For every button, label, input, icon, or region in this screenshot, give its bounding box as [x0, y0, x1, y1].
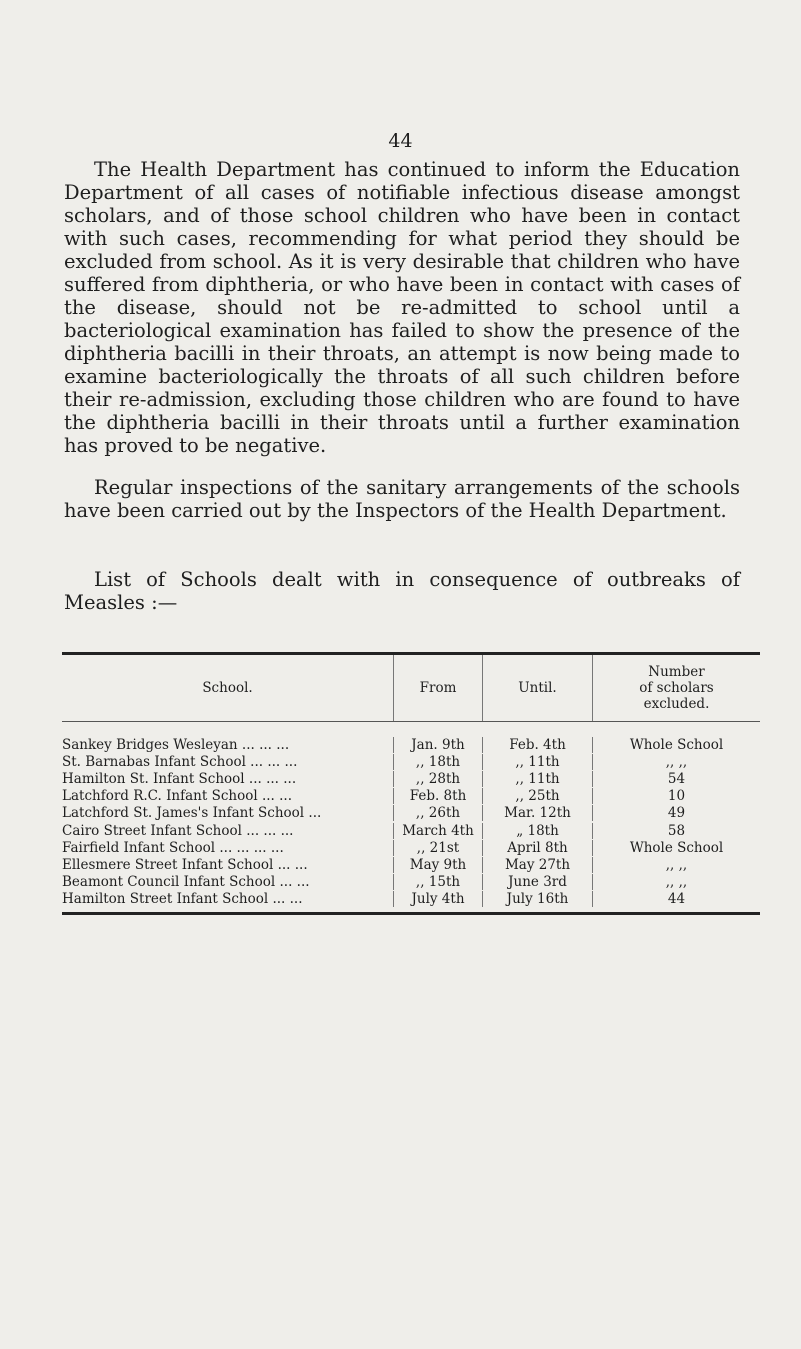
- cell-school: Latchford R.C. Infant School ... ...: [62, 788, 394, 804]
- cell-until: „ 18th: [483, 823, 593, 839]
- cell-from: ,, 28th: [394, 771, 483, 787]
- table-row: [62, 788, 760, 805]
- cell-from: May 9th: [394, 857, 483, 873]
- cell-school: Hamilton Street Infant School ... ...: [62, 891, 394, 907]
- cell-from: July 4th: [394, 891, 483, 907]
- table-bottom-rule: [62, 912, 760, 915]
- cell-until: May 27th: [483, 857, 593, 873]
- table-row: [62, 874, 760, 891]
- cell-school: Latchford St. James's Infant School ...: [62, 805, 394, 821]
- table-header: [62, 655, 760, 722]
- cell-school: Beamont Council Infant School ... ...: [62, 874, 394, 890]
- header-school: School.: [62, 655, 394, 721]
- table-row: [62, 822, 760, 839]
- cell-number: Whole School: [629, 839, 724, 856]
- cell-from: ,, 18th: [394, 754, 483, 770]
- cell-from: Jan. 9th: [394, 737, 483, 753]
- cell-until: ,, 11th: [483, 771, 593, 787]
- cell-number: ,, ,,: [665, 874, 688, 891]
- cell-school: Fairfield Infant School ... ... ... ...: [62, 840, 394, 856]
- cell-number: 10: [667, 788, 686, 805]
- cell-number: 58: [667, 822, 686, 839]
- cell-school: Cairo Street Infant School ... ... ...: [62, 823, 394, 839]
- cell-number: Whole School: [629, 736, 724, 753]
- paragraph-diphtheria: The Health Department has continued to inform the Education Department of all cases of notifiable infectious disease amongst scholars, and of those school children who have been in contact with such cases, recommending for what period they should be excluded from school. As it is very desirable that children who have suffered from diphtheria, or who have been in contact with cases of the disease, should not be re-admitted to school until a bacteriological examination has failed to show the presence of the diphtheria bacilli in their throats, an attempt is now being made to examine bacteriologically the throats of all such children before their re-admission, excluding those children who are found to have the diphtheria bacilli in their throats until a further examination has proved to be negative.: [64, 158, 740, 457]
- cell-until: June 3rd: [483, 874, 593, 890]
- page-number: 44: [388, 130, 413, 152]
- table-row: [62, 891, 760, 908]
- cell-number: ,, ,,: [665, 856, 688, 873]
- cell-school: Hamilton St. Infant School ... ... ...: [62, 771, 394, 787]
- cell-school: St. Barnabas Infant School ... ... ...: [62, 754, 394, 770]
- cell-from: March 4th: [394, 823, 483, 839]
- header-number-line1: Number: [648, 664, 705, 680]
- header-number-line3: excluded.: [643, 696, 710, 712]
- header-until: Until.: [483, 655, 593, 721]
- table-row: [62, 736, 760, 753]
- cell-number: 44: [667, 891, 686, 908]
- cell-from: ,, 26th: [394, 805, 483, 821]
- cell-number: 49: [667, 805, 686, 822]
- table-body: [62, 722, 760, 908]
- paragraph-list-intro: List of Schools dealt with in consequence of outbreaks of Measles :—: [64, 568, 740, 614]
- cell-until: July 16th: [483, 891, 593, 907]
- cell-until: Mar. 12th: [483, 805, 593, 821]
- cell-until: Feb. 4th: [483, 737, 593, 753]
- cell-number: 54: [667, 770, 686, 787]
- cell-school: Ellesmere Street Infant School ... ...: [62, 857, 394, 873]
- table-row: [62, 856, 760, 873]
- paragraph-inspections: Regular inspections of the sanitary arrangements of the schools have been carried out by the Inspectors of the Health Department.: [64, 476, 740, 522]
- table-row: [62, 805, 760, 822]
- table-row: [62, 839, 760, 856]
- cell-until: ,, 11th: [483, 754, 593, 770]
- header-number-line2: of scholars: [639, 680, 714, 696]
- cell-school: Sankey Bridges Wesleyan ... ... ...: [62, 737, 394, 753]
- cell-number: ,, ,,: [665, 753, 688, 770]
- cell-until: April 8th: [483, 840, 593, 856]
- table-row: [62, 753, 760, 770]
- cell-from: ,, 21st: [394, 840, 483, 856]
- cell-until: ,, 25th: [483, 788, 593, 804]
- table-row: [62, 770, 760, 787]
- cell-from: ,, 15th: [394, 874, 483, 890]
- header-from: From: [394, 655, 483, 721]
- measles-table: [62, 652, 760, 915]
- header-number: [593, 655, 760, 721]
- cell-from: Feb. 8th: [394, 788, 483, 804]
